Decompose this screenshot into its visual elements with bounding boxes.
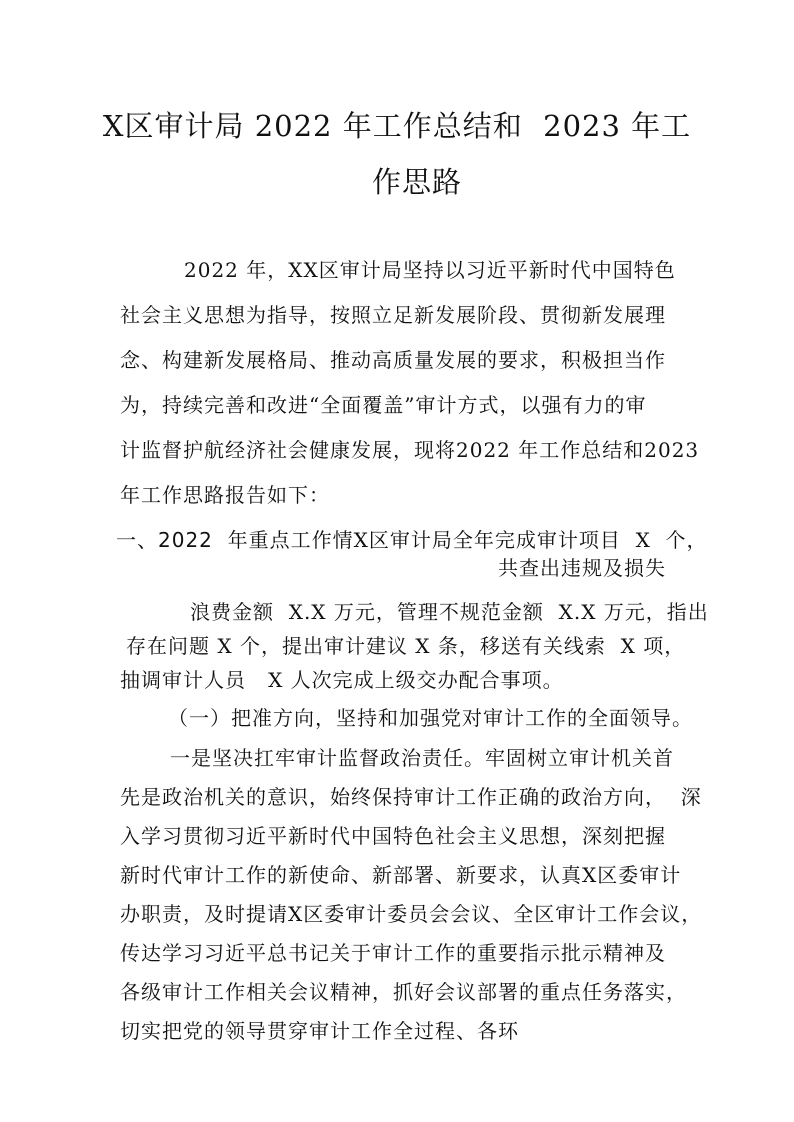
section-heading: [116, 526, 708, 554]
body-line: 入学习贯彻习近平新时代中国特色社会主义思想，深刻把握: [120, 824, 666, 848]
body-line: 一是坚决扛牢审计监督政治责任。牢固树立审计机关首: [170, 746, 674, 770]
body-line: 先是政治机关的意识，始终保持审计工作正确的政治方向， 深: [120, 785, 702, 809]
title-line-1: X区审计局 2022 年工作总结和 2023 年工: [102, 109, 692, 143]
section-continuation: 共查出违规及损失: [498, 556, 666, 580]
body-line: 传达学习习近平总书记关于审计工作的重要指示批示精神及: [120, 941, 666, 965]
intro-line: 2022 年，XX区审计局坚持以习近平新时代中国特色: [184, 258, 676, 282]
subsection-heading: （一）把准方向，坚持和加强党对审计工作的全面领导。: [168, 706, 693, 730]
intro-line: 社会主义思想为指导，按照立足新发展阶段、贯彻新发展理: [120, 303, 666, 327]
section-line: 存在问题 X 个，提出审计建议 X 条，移送有关线索 X 项，: [126, 634, 686, 658]
intro-line: 计监督护航经济社会健康发展，现将2022 年工作总结和2023: [120, 438, 700, 462]
section-line: 浪费金额 X.X 万元，管理不规范金额 X.X 万元，指出: [190, 600, 709, 624]
intro-line: 念、构建新发展格局、推动高质量发展的要求，积极担当作: [120, 348, 666, 372]
title-line-2: 作思路: [371, 165, 462, 199]
intro-line: 年工作思路报告如下：: [120, 483, 330, 507]
intro-line: 为，持续完善和改进“全面覆盖”审计方式，以强有力的审: [120, 393, 647, 417]
section-heading-text: 一、2022 年重点工作情: [116, 528, 354, 552]
body-line: 新时代审计工作的新使命、新部署、新要求，认真X区委审计: [120, 863, 682, 887]
body-line: 各级审计工作相关会议精神，抓好会议部署的重点任务落实，: [120, 980, 687, 1004]
section-line: 抽调审计人员 X 人次完成上级交办配合事项。: [120, 668, 564, 692]
body-line: 办职责，及时提请X区委审计委员会会议、全区审计工作会议，: [120, 902, 703, 926]
body-line: 切实把党的领导贯穿审计工作全过程、各环: [120, 1019, 519, 1043]
section-heading-tail: X区审计局全年完成审计项目 X 个，: [353, 528, 708, 552]
